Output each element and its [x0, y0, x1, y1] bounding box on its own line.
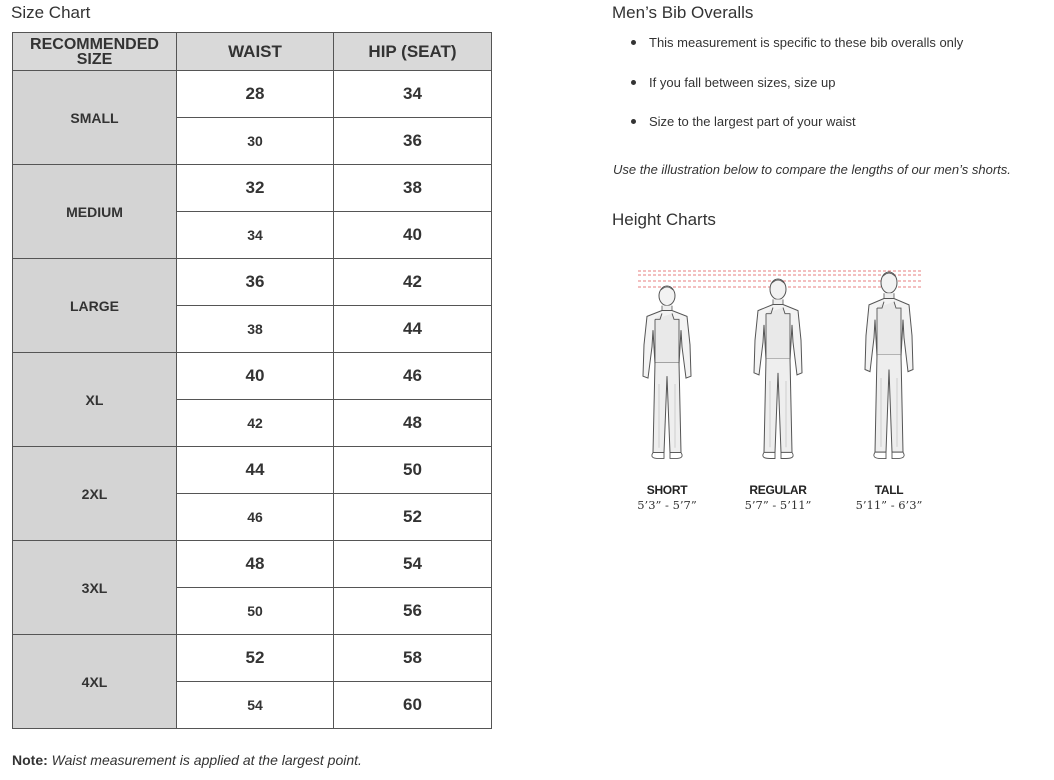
hip-cell: 60	[334, 682, 492, 729]
figure-short	[643, 286, 691, 458]
waist-cell: 38	[177, 306, 334, 353]
bullet-item	[613, 34, 963, 74]
figure-label-tall	[839, 483, 939, 512]
bullet-dot-icon	[631, 40, 636, 45]
figure-name: REGULAR	[749, 483, 807, 497]
hip-cell: 42	[334, 259, 492, 306]
waist-cell: 44	[177, 447, 334, 494]
hip-cell: 38	[334, 165, 492, 212]
bullet-text: Size to the largest part of your waist	[649, 114, 856, 129]
waist-cell: 28	[177, 71, 334, 118]
table-header-row	[13, 33, 492, 71]
size-label-cell: LARGE	[13, 259, 177, 353]
header-waist: WAIST	[177, 33, 334, 71]
header-hip: HIP (SEAT)	[334, 33, 492, 71]
size-label-cell: 2XL	[13, 447, 177, 541]
waist-cell: 40	[177, 353, 334, 400]
bullet-text: This measurement is specific to these bib overalls only	[649, 35, 964, 50]
hip-cell: 54	[334, 541, 492, 588]
bullet-item	[613, 113, 963, 153]
table-row	[13, 541, 492, 588]
hip-cell: 50	[334, 447, 492, 494]
size-chart-title: Size Chart	[11, 3, 91, 22]
header-recommended-size: RECOMMENDED SIZE	[13, 33, 177, 71]
table-row	[13, 165, 492, 212]
figure-range: 5’3” - 5’7”	[637, 498, 697, 512]
hip-cell: 36	[334, 118, 492, 165]
waist-cell: 48	[177, 541, 334, 588]
waist-cell: 46	[177, 494, 334, 541]
waist-cell: 50	[177, 588, 334, 635]
figure-label-short	[617, 483, 717, 512]
hip-cell: 40	[334, 212, 492, 259]
height-charts-title: Height Charts	[612, 210, 716, 229]
bullet-item	[613, 74, 963, 114]
hip-cell: 56	[334, 588, 492, 635]
figure-label-regular	[728, 483, 828, 512]
illustration-note: Use the illustration below to compare the lengths of our men’s shorts.	[613, 162, 1011, 177]
size-label-cell: XL	[13, 353, 177, 447]
height-illustration	[630, 262, 930, 474]
hip-cell: 58	[334, 635, 492, 682]
size-label-cell: MEDIUM	[13, 165, 177, 259]
figure-tall	[865, 272, 913, 459]
bullet-dot-icon	[631, 80, 636, 85]
bullet-text: If you fall between sizes, size up	[649, 74, 836, 90]
figure-range: 5’11” - 6’3”	[855, 498, 923, 512]
table-row	[13, 259, 492, 306]
bullet-dot-icon	[631, 119, 636, 124]
waist-cell: 52	[177, 635, 334, 682]
size-label-cell: 4XL	[13, 635, 177, 729]
waist-cell: 54	[177, 682, 334, 729]
figure-regular	[754, 279, 802, 459]
bib-overalls-title: Men’s Bib Overalls	[612, 3, 754, 22]
waist-cell: 30	[177, 118, 334, 165]
hip-cell: 52	[334, 494, 492, 541]
bib-bullet-list	[613, 34, 963, 153]
size-label-cell: SMALL	[13, 71, 177, 165]
waist-cell: 32	[177, 165, 334, 212]
figure-range: 5’7” - 5’11”	[744, 498, 812, 512]
size-chart-table	[12, 32, 492, 729]
hip-cell: 48	[334, 400, 492, 447]
note-label: Note:	[12, 752, 48, 768]
size-label-cell: 3XL	[13, 541, 177, 635]
waist-cell: 34	[177, 212, 334, 259]
waist-cell: 36	[177, 259, 334, 306]
hip-cell: 34	[334, 71, 492, 118]
note-text: Waist measurement is applied at the largest point.	[51, 752, 362, 768]
figure-name: TALL	[874, 483, 904, 497]
waist-cell: 42	[177, 400, 334, 447]
table-row	[13, 353, 492, 400]
table-row	[13, 71, 492, 118]
figure-name: SHORT	[646, 483, 688, 497]
waist-note	[12, 752, 362, 768]
hip-cell: 46	[334, 353, 492, 400]
table-row	[13, 635, 492, 682]
table-row	[13, 447, 492, 494]
hip-cell: 44	[334, 306, 492, 353]
